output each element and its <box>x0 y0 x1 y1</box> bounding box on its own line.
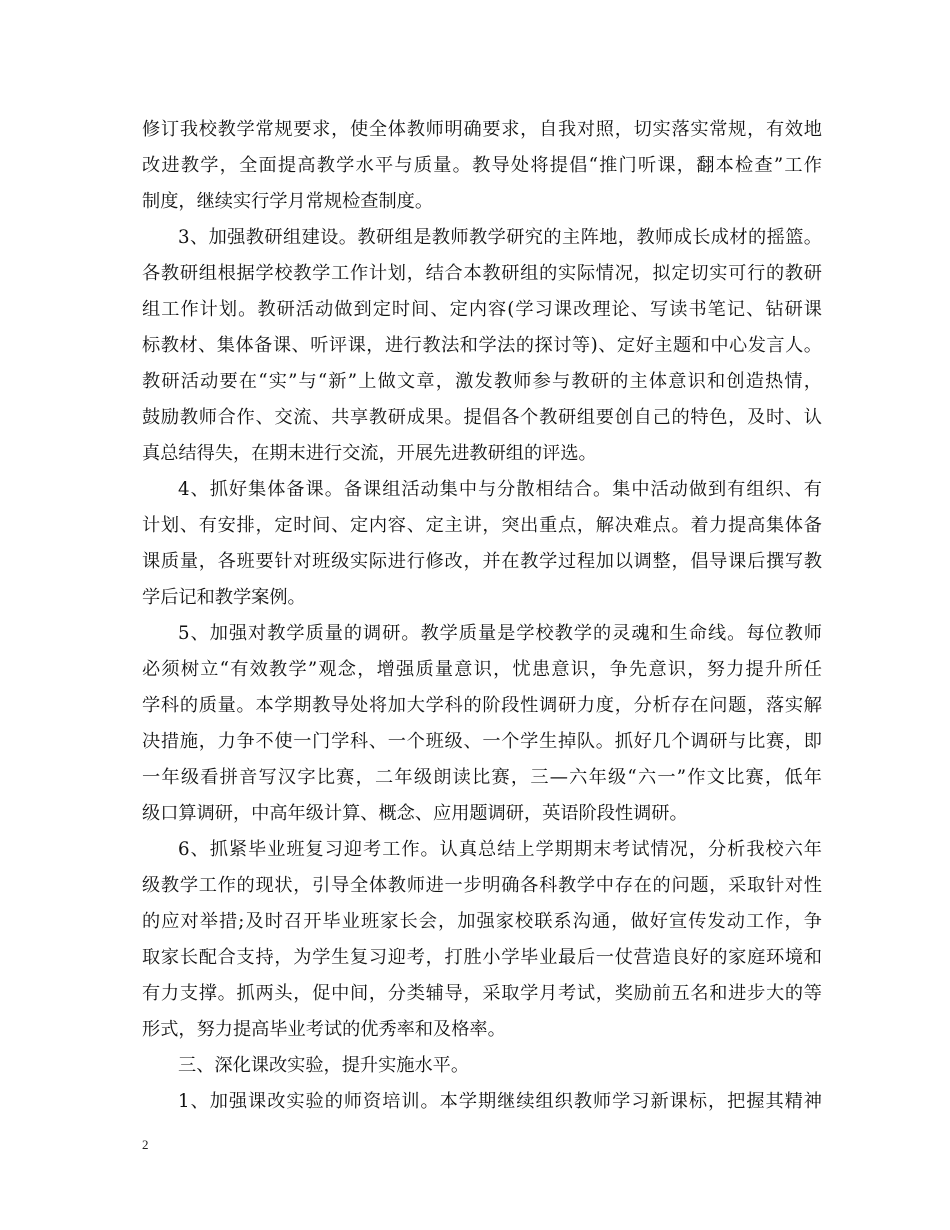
text-line: 组工作计划。教研活动做到定时间、定内容(学习课改理论、写读书笔记、钻研课 <box>142 299 822 320</box>
text-line: 有力支撑。抓两头，促中间，分类辅导，采取学月考试，奖励前五名和进步大的等 <box>142 983 822 1004</box>
text-line: 必须树立“有效教学”观念，增强质量意识，忧患意识，争先意识，努力提升所任 <box>142 659 822 680</box>
text-line: 制度，继续实行学月常规检查制度。 <box>142 191 434 212</box>
text-line: 5、加强对教学质量的调研。教学质量是学校教学的灵魂和生命线。每位教师 <box>178 623 822 644</box>
text-line: 课质量，各班要针对班级实际进行修改，并在教学过程加以调整，倡导课后撰写教 <box>142 551 822 572</box>
text-line: 4、抓好集体备课。备课组活动集中与分散相结合。集中活动做到有组织、有 <box>178 479 822 500</box>
text-line: 取家长配合支持，为学生复习迎考，打胜小学毕业最后一仗营造良好的家庭环境和 <box>142 947 822 968</box>
text-line: 真总结得失，在期末进行交流，开展先进教研组的评选。 <box>142 443 597 464</box>
document-body <box>142 112 822 1120</box>
section-heading: 三、深化课改实验，提升实施水平。 <box>178 1055 470 1076</box>
text-line: 修订我校教学常规要求，使全体教师明确要求，自我对照，切实落实常规，有效地 <box>142 119 822 140</box>
text-line: 教研活动要在“实”与“新”上做文章，激发教师参与教研的主体意识和创造热情， <box>142 371 822 392</box>
text-line: 1、加强课改实验的师资培训。本学期继续组织教师学习新课标，把握其精神 <box>178 1091 822 1112</box>
text-line: 标教材、集体备课、听评课，进行教法和学法的探讨等)、定好主题和中心发言人。 <box>142 335 822 356</box>
text-line: 改进教学，全面提高教学水平与质量。教导处将提倡“推门听课，翻本检查”工作 <box>142 155 822 176</box>
text-line: 3、加强教研组建设。教研组是教师教学研究的主阵地，教师成长成材的摇篮。 <box>178 227 822 248</box>
text-line: 级教学工作的现状，引导全体教师进一步明确各科教学中存在的问题，采取针对性 <box>142 875 822 896</box>
text-line: 学科的质量。本学期教导处将加大学科的阶段性调研力度，分析存在问题，落实解 <box>142 695 822 716</box>
text-line: 各教研组根据学校教学工作计划，结合本教研组的实际情况，拟定切实可行的教研 <box>142 263 822 284</box>
text-line: 一年级看拼音写汉字比赛，二年级朗读比赛，三—六年级“六一”作文比赛，低年 <box>142 767 822 788</box>
text-line: 决措施，力争不使一门学科、一个班级、一个学生掉队。抓好几个调研与比赛，即 <box>142 731 822 752</box>
text-line: 鼓励教师合作、交流、共享教研成果。提倡各个教研组要创自己的特色，及时、认 <box>142 407 822 428</box>
page-number: 2 <box>142 1137 149 1152</box>
text-line: 计划、有安排，定时间、定内容、定主讲，突出重点，解决难点。着力提高集体备 <box>142 515 822 536</box>
text-line: 形式，努力提高毕业考试的优秀率和及格率。 <box>142 1019 506 1040</box>
text-line: 级口算调研，中高年级计算、概念、应用题调研，英语阶段性调研。 <box>142 803 688 824</box>
text-line: 6、抓紧毕业班复习迎考工作。认真总结上学期期末考试情况，分析我校六年 <box>178 839 822 860</box>
text-line: 学后记和教学案例。 <box>142 587 306 608</box>
text-line: 的应对举措;及时召开毕业班家长会，加强家校联系沟通，做好宣传发动工作，争 <box>142 911 822 932</box>
